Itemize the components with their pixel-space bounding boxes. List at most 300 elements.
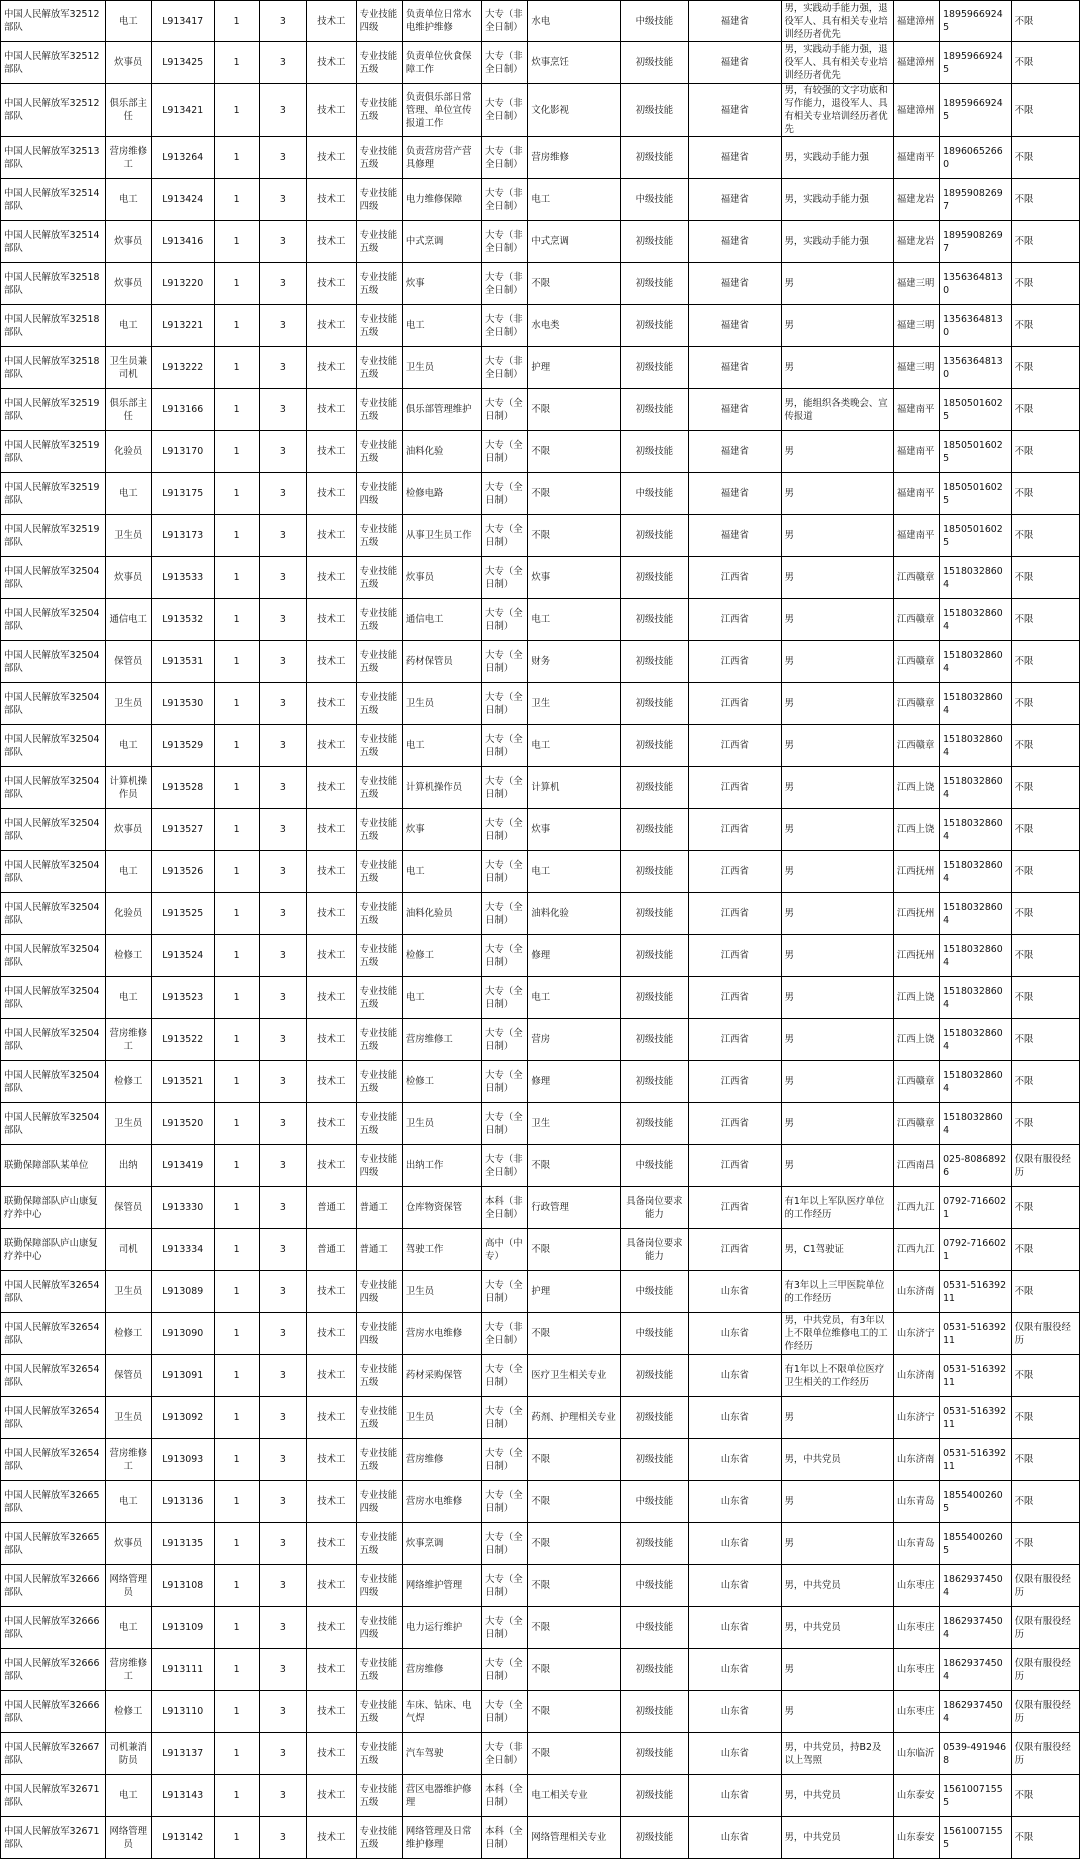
major-cell: 药剂、护理相关专业 <box>528 1397 620 1439</box>
position-name-cell: 司机 <box>105 1229 151 1271</box>
unit-name-cell: 中国人民解放军32504部队 <box>1 1061 106 1103</box>
table-row <box>1 1019 1080 1061</box>
position-code-cell: L913111 <box>151 1649 214 1691</box>
work-location-cell: 福建漳州 <box>893 1 939 42</box>
major-cell: 计算机 <box>528 767 620 809</box>
position-name-cell: 营房维修工 <box>105 1019 151 1061</box>
major-cell: 炊事 <box>528 557 620 599</box>
skill-level-cell: 专业技能五级 <box>356 1397 402 1439</box>
skill-level-cell: 专业技能五级 <box>356 1439 402 1481</box>
job-duty-cell: 卫生员 <box>402 1271 481 1313</box>
education-cell: 大专（全日制） <box>482 1607 528 1649</box>
headcount-cell: 1 <box>214 1187 259 1229</box>
skill-requirement-cell: 初级技能 <box>620 809 688 851</box>
work-location-cell: 福建龙岩 <box>893 221 939 263</box>
other-requirements-cell: 男，中共党员 <box>781 1565 893 1607</box>
other-requirements-cell: 男 <box>781 725 893 767</box>
skill-requirement-cell: 中级技能 <box>620 1607 688 1649</box>
table-row <box>1 389 1080 431</box>
major-cell: 不限 <box>528 1733 620 1775</box>
major-cell: 水电 <box>528 1 620 42</box>
skill-requirement-cell: 初级技能 <box>620 599 688 641</box>
position-name-cell: 卫生员 <box>105 1397 151 1439</box>
table-row <box>1 599 1080 641</box>
position-code-cell: L913526 <box>151 851 214 893</box>
work-location-cell: 福建南平 <box>893 473 939 515</box>
skill-requirement-cell: 初级技能 <box>620 42 688 84</box>
work-location-cell: 福建三明 <box>893 263 939 305</box>
skill-level-cell: 专业技能四级 <box>356 1313 402 1355</box>
contract-years-cell: 3 <box>259 1649 306 1691</box>
table-row <box>1 1103 1080 1145</box>
skill-level-cell: 专业技能五级 <box>356 1649 402 1691</box>
position-code-cell: L913532 <box>151 599 214 641</box>
skill-requirement-cell: 初级技能 <box>620 347 688 389</box>
skill-level-cell: 专业技能五级 <box>356 1355 402 1397</box>
position-name-cell: 炊事员 <box>105 263 151 305</box>
table-row <box>1 641 1080 683</box>
position-code-cell: L913135 <box>151 1523 214 1565</box>
headcount-cell: 1 <box>214 1355 259 1397</box>
other-requirements-cell: 男 <box>781 1691 893 1733</box>
table-row <box>1 1355 1080 1397</box>
skill-level-cell: 专业技能五级 <box>356 641 402 683</box>
skill-requirement-cell: 初级技能 <box>620 1061 688 1103</box>
contract-years-cell: 3 <box>259 935 306 977</box>
job-duty-cell: 电工 <box>402 305 481 347</box>
contact-phone-cell: 15180328604 <box>940 683 1012 725</box>
education-cell: 大专（全日制） <box>482 1481 528 1523</box>
skill-requirement-cell: 初级技能 <box>620 893 688 935</box>
contact-phone-cell: 15180328604 <box>940 725 1012 767</box>
headcount-cell: 1 <box>214 851 259 893</box>
job-category-cell: 技术工 <box>307 389 357 431</box>
service-restriction-cell: 仅限有服役经历 <box>1011 1691 1079 1733</box>
other-requirements-cell: 男，实践动手能力强 <box>781 179 893 221</box>
job-category-cell: 普通工 <box>307 1187 357 1229</box>
unit-name-cell: 中国人民解放军32665部队 <box>1 1481 106 1523</box>
skill-level-cell: 专业技能五级 <box>356 1817 402 1859</box>
table-row <box>1 725 1080 767</box>
education-cell: 大专（全日制） <box>482 1523 528 1565</box>
province-cell: 山东省 <box>689 1733 781 1775</box>
headcount-cell: 1 <box>214 1691 259 1733</box>
job-category-cell: 技术工 <box>307 1565 357 1607</box>
skill-level-cell: 专业技能五级 <box>356 515 402 557</box>
work-location-cell: 江西抚州 <box>893 893 939 935</box>
job-category-cell: 技术工 <box>307 347 357 389</box>
contact-phone-cell: 15610071555 <box>940 1817 1012 1859</box>
other-requirements-cell: 男 <box>781 641 893 683</box>
other-requirements-cell: 男，实践动手能力强，退役军人、具有相关专业培训经历者优先 <box>781 42 893 84</box>
service-restriction-cell: 不限 <box>1011 1439 1079 1481</box>
province-cell: 山东省 <box>689 1523 781 1565</box>
skill-requirement-cell: 初级技能 <box>620 1775 688 1817</box>
province-cell: 江西省 <box>689 851 781 893</box>
other-requirements-cell: 男 <box>781 1397 893 1439</box>
skill-level-cell: 普通工 <box>356 1229 402 1271</box>
unit-name-cell: 中国人民解放军32518部队 <box>1 347 106 389</box>
contract-years-cell: 3 <box>259 1439 306 1481</box>
other-requirements-cell: 有3年以上三甲医院单位的工作经历 <box>781 1271 893 1313</box>
other-requirements-cell: 有1年以上不限单位医疗卫生相关的工作经历 <box>781 1355 893 1397</box>
skill-requirement-cell: 初级技能 <box>620 851 688 893</box>
province-cell: 山东省 <box>689 1481 781 1523</box>
other-requirements-cell: 男，中共党员 <box>781 1607 893 1649</box>
job-category-cell: 技术工 <box>307 1733 357 1775</box>
work-location-cell: 福建漳州 <box>893 84 939 137</box>
unit-name-cell: 中国人民解放军32514部队 <box>1 179 106 221</box>
skill-requirement-cell: 中级技能 <box>620 1565 688 1607</box>
contract-years-cell: 3 <box>259 977 306 1019</box>
job-duty-cell: 炊事 <box>402 809 481 851</box>
headcount-cell: 1 <box>214 725 259 767</box>
work-location-cell: 江西上饶 <box>893 977 939 1019</box>
unit-name-cell: 中国人民解放军32513部队 <box>1 137 106 179</box>
work-location-cell: 山东枣庄 <box>893 1607 939 1649</box>
other-requirements-cell: 男 <box>781 1649 893 1691</box>
job-category-cell: 技术工 <box>307 473 357 515</box>
skill-level-cell: 专业技能五级 <box>356 42 402 84</box>
work-location-cell: 山东泰安 <box>893 1775 939 1817</box>
skill-requirement-cell: 具备岗位要求能力 <box>620 1187 688 1229</box>
contact-phone-cell: 0792-7166021 <box>940 1229 1012 1271</box>
headcount-cell: 1 <box>214 1145 259 1187</box>
headcount-cell: 1 <box>214 473 259 515</box>
work-location-cell: 福建三明 <box>893 305 939 347</box>
job-category-cell: 技术工 <box>307 42 357 84</box>
work-location-cell: 江西九江 <box>893 1187 939 1229</box>
contract-years-cell: 3 <box>259 1817 306 1859</box>
major-cell: 不限 <box>528 1523 620 1565</box>
skill-requirement-cell: 中级技能 <box>620 179 688 221</box>
province-cell: 江西省 <box>689 893 781 935</box>
contract-years-cell: 3 <box>259 1397 306 1439</box>
contract-years-cell: 3 <box>259 767 306 809</box>
table-row <box>1 431 1080 473</box>
position-code-cell: L913108 <box>151 1565 214 1607</box>
contact-phone-cell: 13563648130 <box>940 263 1012 305</box>
position-name-cell: 计算机操作员 <box>105 767 151 809</box>
province-cell: 江西省 <box>689 1187 781 1229</box>
skill-level-cell: 专业技能五级 <box>356 1523 402 1565</box>
headcount-cell: 1 <box>214 221 259 263</box>
contact-phone-cell: 15180328604 <box>940 557 1012 599</box>
headcount-cell: 1 <box>214 1 259 42</box>
work-location-cell: 山东泰安 <box>893 1817 939 1859</box>
skill-level-cell: 专业技能五级 <box>356 431 402 473</box>
province-cell: 江西省 <box>689 1103 781 1145</box>
major-cell: 电工 <box>528 977 620 1019</box>
position-code-cell: L913425 <box>151 42 214 84</box>
contract-years-cell: 3 <box>259 1733 306 1775</box>
position-code-cell: L913143 <box>151 1775 214 1817</box>
contract-years-cell: 3 <box>259 1481 306 1523</box>
major-cell: 不限 <box>528 473 620 515</box>
service-restriction-cell: 不限 <box>1011 1271 1079 1313</box>
work-location-cell: 山东济南 <box>893 1439 939 1481</box>
work-location-cell: 山东济南 <box>893 1355 939 1397</box>
skill-level-cell: 专业技能五级 <box>356 347 402 389</box>
contact-phone-cell: 18629374504 <box>940 1649 1012 1691</box>
skill-requirement-cell: 初级技能 <box>620 221 688 263</box>
position-name-cell: 卫生员 <box>105 683 151 725</box>
position-code-cell: L913092 <box>151 1397 214 1439</box>
unit-name-cell: 中国人民解放军32504部队 <box>1 683 106 725</box>
unit-name-cell: 联勤保障部队庐山康复疗养中心 <box>1 1187 106 1229</box>
position-name-cell: 营房维修工 <box>105 137 151 179</box>
headcount-cell: 1 <box>214 1439 259 1481</box>
work-location-cell: 江西赣章 <box>893 1103 939 1145</box>
job-category-cell: 技术工 <box>307 1271 357 1313</box>
job-duty-cell: 检修工 <box>402 935 481 977</box>
major-cell: 不限 <box>528 1145 620 1187</box>
table-row <box>1 221 1080 263</box>
headcount-cell: 1 <box>214 431 259 473</box>
job-duty-cell: 卫生员 <box>402 1103 481 1145</box>
contact-phone-cell: 025-80868926 <box>940 1145 1012 1187</box>
contact-phone-cell: 15180328604 <box>940 641 1012 683</box>
job-duty-cell: 电工 <box>402 725 481 767</box>
headcount-cell: 1 <box>214 263 259 305</box>
headcount-cell: 1 <box>214 1733 259 1775</box>
service-restriction-cell: 不限 <box>1011 1523 1079 1565</box>
position-name-cell: 卫生员 <box>105 1103 151 1145</box>
province-cell: 江西省 <box>689 767 781 809</box>
other-requirements-cell: 男，中共党员 <box>781 1817 893 1859</box>
skill-requirement-cell: 初级技能 <box>620 1691 688 1733</box>
education-cell: 大专（全日制） <box>482 515 528 557</box>
table-row <box>1 1229 1080 1271</box>
unit-name-cell: 中国人民解放军32504部队 <box>1 641 106 683</box>
position-code-cell: L913136 <box>151 1481 214 1523</box>
unit-name-cell: 中国人民解放军32671部队 <box>1 1817 106 1859</box>
job-duty-cell: 电力运行维护 <box>402 1607 481 1649</box>
skill-requirement-cell: 初级技能 <box>620 683 688 725</box>
contact-phone-cell: 0792-7166021 <box>940 1187 1012 1229</box>
service-restriction-cell: 不限 <box>1011 515 1079 557</box>
contact-phone-cell: 13563648130 <box>940 347 1012 389</box>
headcount-cell: 1 <box>214 1649 259 1691</box>
job-duty-cell: 俱乐部管理维护 <box>402 389 481 431</box>
service-restriction-cell: 不限 <box>1011 347 1079 389</box>
position-code-cell: L913110 <box>151 1691 214 1733</box>
skill-requirement-cell: 初级技能 <box>620 137 688 179</box>
other-requirements-cell: 男 <box>781 977 893 1019</box>
skill-requirement-cell: 初级技能 <box>620 557 688 599</box>
contact-phone-cell: 0531-51639211 <box>940 1271 1012 1313</box>
job-duty-cell: 油料化验员 <box>402 893 481 935</box>
other-requirements-cell: 男 <box>781 1523 893 1565</box>
major-cell: 不限 <box>528 515 620 557</box>
skill-requirement-cell: 初级技能 <box>620 725 688 767</box>
service-restriction-cell: 不限 <box>1011 1187 1079 1229</box>
education-cell: 大专（全日制） <box>482 431 528 473</box>
headcount-cell: 1 <box>214 1775 259 1817</box>
service-restriction-cell: 不限 <box>1011 431 1079 473</box>
table-row <box>1 977 1080 1019</box>
other-requirements-cell: 男，有较强的文字功底和写作能力，退役军人、具有相关专业培训经历者优先 <box>781 84 893 137</box>
province-cell: 山东省 <box>689 1271 781 1313</box>
major-cell: 营房 <box>528 1019 620 1061</box>
contract-years-cell: 3 <box>259 179 306 221</box>
contact-phone-cell: 18959669245 <box>940 1 1012 42</box>
unit-name-cell: 中国人民解放军32512部队 <box>1 84 106 137</box>
position-name-cell: 炊事员 <box>105 1523 151 1565</box>
education-cell: 大专（非全日制） <box>482 305 528 347</box>
job-category-cell: 技术工 <box>307 1061 357 1103</box>
job-category-cell: 技术工 <box>307 893 357 935</box>
other-requirements-cell: 男，能组织各类晚会、宣传报道 <box>781 389 893 431</box>
province-cell: 山东省 <box>689 1439 781 1481</box>
province-cell: 江西省 <box>689 641 781 683</box>
province-cell: 江西省 <box>689 557 781 599</box>
table-row <box>1 1817 1080 1859</box>
table-row <box>1 137 1080 179</box>
other-requirements-cell: 男 <box>781 1061 893 1103</box>
skill-level-cell: 专业技能五级 <box>356 1019 402 1061</box>
skill-level-cell: 专业技能四级 <box>356 1 402 42</box>
contract-years-cell: 3 <box>259 515 306 557</box>
position-name-cell: 保管员 <box>105 1187 151 1229</box>
job-duty-cell: 炊事 <box>402 263 481 305</box>
work-location-cell: 江西南昌 <box>893 1145 939 1187</box>
position-code-cell: L913137 <box>151 1733 214 1775</box>
table-row <box>1 1775 1080 1817</box>
skill-level-cell: 专业技能四级 <box>356 473 402 515</box>
other-requirements-cell: 男 <box>781 515 893 557</box>
unit-name-cell: 中国人民解放军32654部队 <box>1 1271 106 1313</box>
position-code-cell: L913531 <box>151 641 214 683</box>
work-location-cell: 福建漳州 <box>893 42 939 84</box>
other-requirements-cell: 有1年以上军队医疗单位的工作经历 <box>781 1187 893 1229</box>
job-category-cell: 技术工 <box>307 1019 357 1061</box>
major-cell: 中式烹调 <box>528 221 620 263</box>
headcount-cell: 1 <box>214 1019 259 1061</box>
work-location-cell: 江西上饶 <box>893 767 939 809</box>
headcount-cell: 1 <box>214 347 259 389</box>
headcount-cell: 1 <box>214 305 259 347</box>
major-cell: 护理 <box>528 347 620 389</box>
other-requirements-cell: 男 <box>781 347 893 389</box>
unit-name-cell: 中国人民解放军32504部队 <box>1 851 106 893</box>
unit-name-cell: 中国人民解放军32519部队 <box>1 473 106 515</box>
work-location-cell: 山东济宁 <box>893 1313 939 1355</box>
skill-requirement-cell: 初级技能 <box>620 515 688 557</box>
education-cell: 大专（全日制） <box>482 935 528 977</box>
service-restriction-cell: 不限 <box>1011 1103 1079 1145</box>
position-code-cell: L913530 <box>151 683 214 725</box>
work-location-cell: 江西上饶 <box>893 809 939 851</box>
skill-level-cell: 专业技能五级 <box>356 137 402 179</box>
contract-years-cell: 3 <box>259 1565 306 1607</box>
job-duty-cell: 通信电工 <box>402 599 481 641</box>
unit-name-cell: 中国人民解放军32654部队 <box>1 1397 106 1439</box>
province-cell: 福建省 <box>689 389 781 431</box>
job-category-cell: 技术工 <box>307 1397 357 1439</box>
education-cell: 本科（全日制） <box>482 1775 528 1817</box>
contract-years-cell: 3 <box>259 641 306 683</box>
province-cell: 江西省 <box>689 809 781 851</box>
province-cell: 山东省 <box>689 1397 781 1439</box>
job-category-cell: 技术工 <box>307 431 357 473</box>
other-requirements-cell: 男 <box>781 599 893 641</box>
contact-phone-cell: 15180328604 <box>940 893 1012 935</box>
job-duty-cell: 卫生员 <box>402 683 481 725</box>
job-duty-cell: 营房维修工 <box>402 1019 481 1061</box>
education-cell: 大专（全日制） <box>482 683 528 725</box>
job-duty-cell: 卫生员 <box>402 1397 481 1439</box>
job-category-cell: 技术工 <box>307 1817 357 1859</box>
headcount-cell: 1 <box>214 1607 259 1649</box>
other-requirements-cell: 男，中共党员 <box>781 1775 893 1817</box>
skill-requirement-cell: 中级技能 <box>620 1481 688 1523</box>
service-restriction-cell: 不限 <box>1011 1397 1079 1439</box>
skill-requirement-cell: 初级技能 <box>620 935 688 977</box>
position-code-cell: L913264 <box>151 137 214 179</box>
headcount-cell: 1 <box>214 1523 259 1565</box>
job-category-cell: 技术工 <box>307 1 357 42</box>
position-name-cell: 营房维修工 <box>105 1439 151 1481</box>
job-duty-cell: 药材采购保管 <box>402 1355 481 1397</box>
position-code-cell: L913523 <box>151 977 214 1019</box>
headcount-cell: 1 <box>214 641 259 683</box>
province-cell: 江西省 <box>689 935 781 977</box>
service-restriction-cell: 仅限有服役经历 <box>1011 1607 1079 1649</box>
service-restriction-cell: 仅限有服役经历 <box>1011 1733 1079 1775</box>
job-category-cell: 技术工 <box>307 809 357 851</box>
province-cell: 福建省 <box>689 347 781 389</box>
position-code-cell: L913093 <box>151 1439 214 1481</box>
job-duty-cell: 计算机操作员 <box>402 767 481 809</box>
job-duty-cell: 油料化验 <box>402 431 481 473</box>
service-restriction-cell: 不限 <box>1011 977 1079 1019</box>
work-location-cell: 山东枣庄 <box>893 1649 939 1691</box>
contract-years-cell: 3 <box>259 305 306 347</box>
job-duty-cell: 检修电路 <box>402 473 481 515</box>
unit-name-cell: 中国人民解放军32504部队 <box>1 935 106 977</box>
job-category-cell: 技术工 <box>307 725 357 767</box>
other-requirements-cell: 男 <box>781 305 893 347</box>
job-duty-cell: 检修工 <box>402 1061 481 1103</box>
other-requirements-cell: 男 <box>781 1019 893 1061</box>
table-row <box>1 347 1080 389</box>
education-cell: 大专（非全日制） <box>482 42 528 84</box>
education-cell: 大专（全日制） <box>482 389 528 431</box>
position-name-cell: 网络管理员 <box>105 1565 151 1607</box>
position-name-cell: 电工 <box>105 305 151 347</box>
position-name-cell: 卫生员 <box>105 515 151 557</box>
table-row <box>1 1523 1080 1565</box>
service-restriction-cell: 仅限有服役经历 <box>1011 1565 1079 1607</box>
position-code-cell: L913173 <box>151 515 214 557</box>
work-location-cell: 江西赣章 <box>893 557 939 599</box>
other-requirements-cell: 男，实践动手能力强，退役军人、具有相关专业培训经历者优先 <box>781 1 893 42</box>
education-cell: 大专（全日制） <box>482 1691 528 1733</box>
contract-years-cell: 3 <box>259 473 306 515</box>
table-row <box>1 1733 1080 1775</box>
service-restriction-cell: 不限 <box>1011 557 1079 599</box>
skill-level-cell: 专业技能五级 <box>356 893 402 935</box>
major-cell: 炊事烹饪 <box>528 42 620 84</box>
contact-phone-cell: 15180328604 <box>940 851 1012 893</box>
province-cell: 福建省 <box>689 84 781 137</box>
skill-requirement-cell: 中级技能 <box>620 1271 688 1313</box>
service-restriction-cell: 不限 <box>1011 473 1079 515</box>
job-duty-cell: 营房水电维修 <box>402 1313 481 1355</box>
unit-name-cell: 中国人民解放军32504部队 <box>1 977 106 1019</box>
skill-requirement-cell: 初级技能 <box>620 1733 688 1775</box>
